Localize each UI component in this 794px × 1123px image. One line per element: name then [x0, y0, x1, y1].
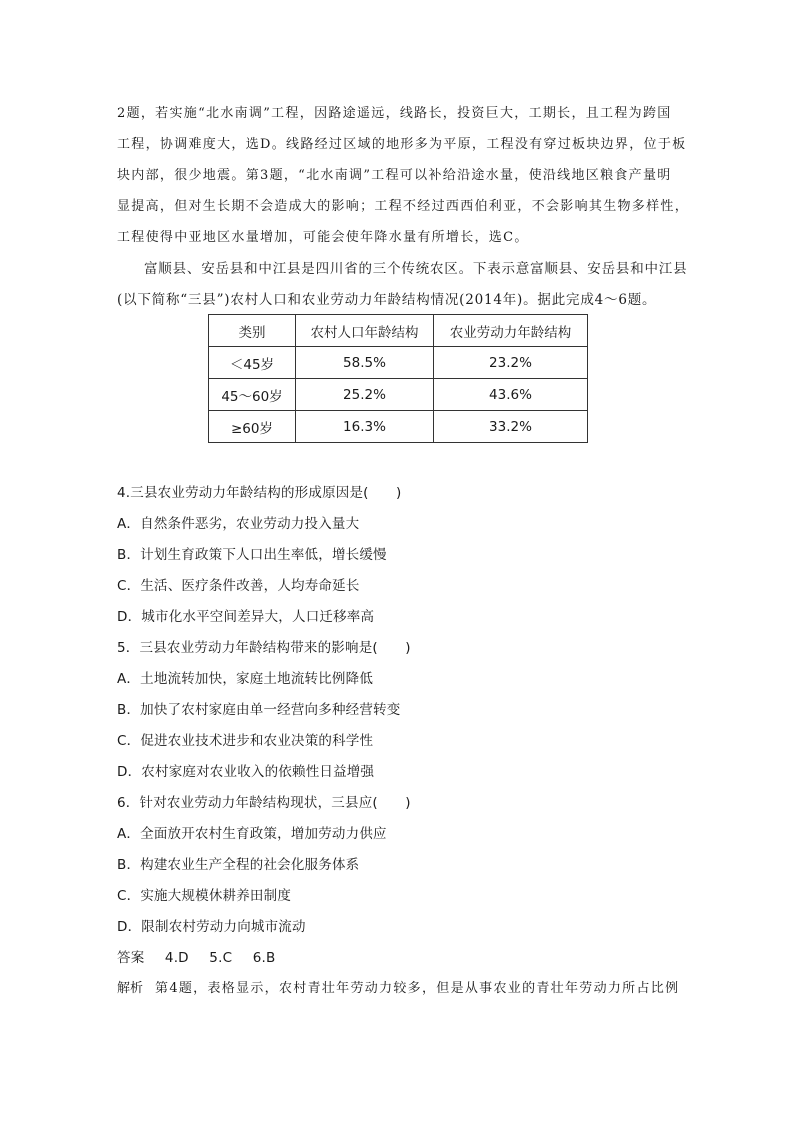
explanation-line: 2题，若实施“北水南调”工程，因路途遥远，线路长，投资巨大，工期长，且工程为跨国 [117, 106, 672, 121]
question-4-option-a: A．自然条件恶劣，农业劳动力投入量大 [117, 516, 360, 532]
question-5-option-b: B．加快了农村家庭由单一经营向多种经营转变 [117, 702, 401, 718]
table-cell: 25.2% [296, 379, 434, 411]
table-cell: 23.2% [434, 347, 588, 379]
question-6-option-d: D．限制农村劳动力向城市流动 [117, 919, 306, 935]
question-4-option-c: C．生活、医疗条件改善，人均寿命延长 [117, 578, 360, 594]
explanation-line: 工程，协调难度大，选D。线路经过区域的地形多为平原，工程没有穿过板块边界，位于板 [117, 137, 687, 152]
question-5-option-d: D．农村家庭对农业收入的依赖性日益增强 [117, 764, 375, 780]
explanation-line: 块内部，很少地震。第3题，“北水南调”工程可以补给沿途水量，使沿线地区粮食产量明 [117, 168, 672, 183]
analysis-line [117, 977, 679, 996]
question-4-option-d: D．城市化水平空间差异大，人口迁移率高 [117, 609, 375, 625]
table-row [209, 379, 588, 411]
question-5-option-c: C．促进农业技术进步和农业决策的科学性 [117, 733, 374, 749]
analysis-label: 解析 [117, 981, 144, 996]
intro-line: 富顺县、安岳县和中江县是四川省的三个传统农区。下表示意富顺县、安岳县和中江县 [144, 261, 688, 277]
question-4-stem: 4.三县农业劳动力年龄结构的形成原因是( ) [117, 485, 402, 501]
answer-line [117, 946, 291, 966]
question-6-stem: 6．针对农业劳动力年龄结构现状，三县应( ) [117, 795, 411, 811]
table-cell: ≥60岁 [209, 411, 296, 443]
question-5-option-a: A．土地流转加快，家庭土地流转比例降低 [117, 671, 374, 687]
question-6-option-c: C．实施大规模休耕养田制度 [117, 888, 292, 904]
question-4-option-b: B．计划生育政策下人口出生率低，增长缓慢 [117, 547, 387, 563]
answer-item: 4.D [164, 950, 189, 966]
table-cell: 33.2% [434, 411, 588, 443]
analysis-text: 第4题，表格显示，农村青壮年劳动力较多，但是从事农业的青壮年劳动力所占比例 [155, 981, 680, 996]
table-cell: 43.6% [434, 379, 588, 411]
answer-label: 答案 [117, 950, 145, 966]
explanation-line: 显提高，但对生长期不会造成大的影响；工程不经过西西伯利亚，不会影响其生物多样性， [117, 199, 690, 214]
question-6-option-a: A．全面放开农村生育政策，增加劳动力供应 [117, 826, 387, 842]
table-row [209, 411, 588, 443]
age-structure-table [208, 314, 588, 443]
table-header-cell: 农业劳动力年龄结构 [434, 315, 588, 347]
table-cell: 45～60岁 [209, 379, 296, 411]
table-cell: 58.5% [296, 347, 434, 379]
answer-item: 5.C [209, 950, 233, 966]
table-row [209, 347, 588, 379]
explanation-line: 工程使得中亚地区水量增加，可能会使年降水量有所增长，选C。 [117, 230, 529, 245]
intro-line: (以下简称“三县”)农村人口和农业劳动力年龄结构情况(2014年)。据此完成4～6题。 [117, 292, 657, 308]
table-header-cell: 类别 [209, 315, 296, 347]
question-5-stem: 5．三县农业劳动力年龄结构带来的影响是( ) [117, 640, 411, 656]
table-header-cell: 农村人口年龄结构 [296, 315, 434, 347]
question-6-option-b: B．构建农业生产全程的社会化服务体系 [117, 857, 360, 873]
answer-item: 6.B [252, 950, 276, 966]
table-cell: 16.3% [296, 411, 434, 443]
table-cell: ＜45岁 [209, 347, 296, 379]
table-header-row [209, 315, 588, 347]
